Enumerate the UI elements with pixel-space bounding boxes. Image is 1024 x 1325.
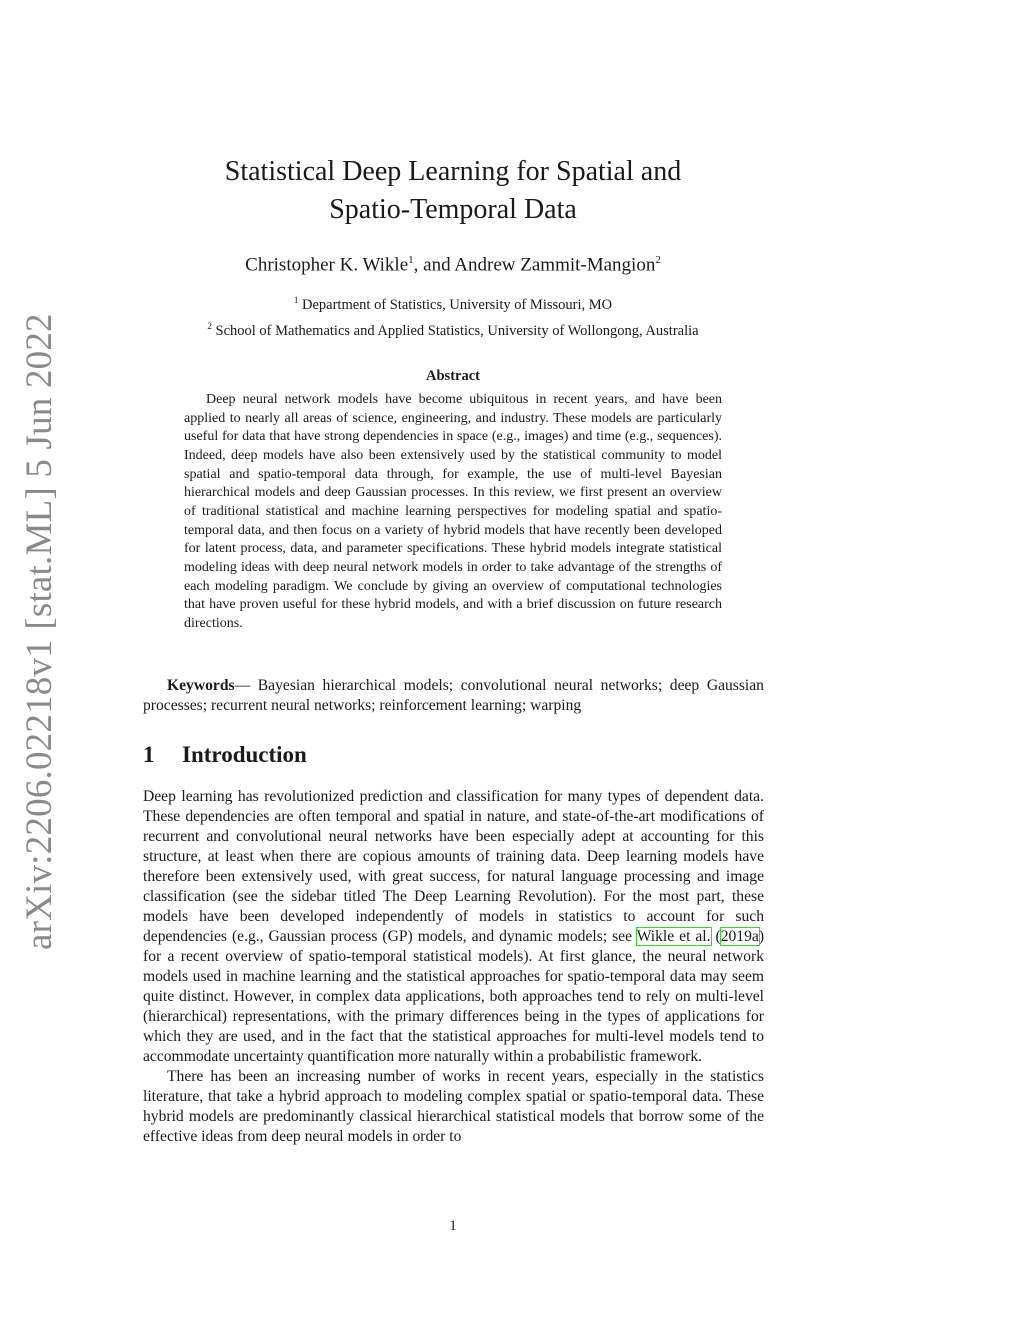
- keywords-list: Bayesian hierarchical models; convolutional neural networks; deep Gaussian processes; recurrent neural networks; reinforcement learning; warping: [143, 677, 764, 714]
- paragraph-1-text-before-citation: Deep learning has revolutionized prediction and classification for many types of dependent data. These dependencies are often temporal and spatial in nature, and state-of-the-art modifications of recurrent and convolutional neural networks have been especially adept at accounting for this structure, at least when there are copious amounts of training data. Deep learning models have therefore been extensively used, with great success, for natural language processing and image classification (see the sidebar titled The Deep Learning Revolution). For the most part, these models have been developed independently of models in statistics to account for such dependencies (e.g., Gaussian process (GP) models, and dynamic models; see: [143, 788, 764, 945]
- introduction-paragraph-1: Deep learning has revolutionized prediction and classification for many types of dependent data. These dependencies are often temporal and spatial in nature, and state-of-the-art modifications of recurrent and convolutional neural networks have been especially adept at accounting for this structure, at least when there are copious amounts of training data. Deep learning models have therefore been extensively used, with great success, for natural language processing and image classification (see the sidebar titled The Deep Learning Revolution). For the most part, these models have been developed independently of models in statistics to account for such dependencies (e.g., Gaussian process (GP) models, and dynamic models; see Wikle et al. (2019a) for a recent overview of spatio-temporal statistical models). At first glance, the neural network models used in machine learning and the statistical approaches for spatio-temporal data may seem quite distinct. However, in complex data applications, both approaches tend to rely on multi-level (hierarchical) representations, with the primary differences being in the types of applications for which they are used, and in the fact that the statistical approaches for multi-level models tend to accommodate uncertainty quantification more naturally within a probabilistic framework.: [143, 788, 765, 1065]
- citation-link-authors[interactable]: Wikle et al.: [636, 928, 711, 945]
- introduction-paragraph-2: There has been an increasing number of works in recent years, especially in the statistics literature, that take a hybrid approach to modeling complex spatial or spatio-temporal data. These hybrid models are predominantly classical hierarchical statistical models that borrow some of the effective ideas from deep neural models in order to: [143, 1068, 764, 1145]
- affiliation-2: [140, 316, 766, 342]
- author-separator: , and: [413, 254, 455, 276]
- title-line-1: Statistical Deep Learning for Spatial and: [224, 156, 682, 187]
- section-title: Introduction: [182, 742, 307, 767]
- keywords-paragraph: [143, 676, 764, 716]
- affiliation-2-text: School of Mathematics and Applied Statistics, University of Wollongong, Australia: [215, 322, 699, 339]
- affiliation-1: [140, 290, 766, 316]
- author-1-affiliation-mark: 1: [408, 254, 414, 266]
- author-2-affiliation-mark: 2: [655, 254, 661, 266]
- page-number: 1: [449, 1218, 457, 1234]
- citation-link-year[interactable]: 2019a: [720, 928, 759, 945]
- paragraph-1-text-after-citation: for a recent overview of spatio-temporal statistical models). At first glance, the neural network models used in machine learning and the statistical approaches for spatio-temporal data may seem quite distinct. However, in complex data applications, both approaches tend to rely on multi-level (hierarchical) representations, with the primary differences being in the types of applications for which they are used, and in the fact that the statistical approaches for multi-level models tend to accommodate uncertainty quantification more naturally within a probabilistic framework.: [143, 948, 764, 1065]
- section-heading-introduction: [143, 742, 307, 768]
- paper-title: [140, 153, 766, 229]
- title-line-2: Spatio-Temporal Data: [329, 194, 577, 225]
- introduction-body: [143, 787, 764, 1147]
- author-1-name: Christopher K. Wikle: [245, 254, 409, 276]
- affiliations: [140, 290, 766, 342]
- keywords-label: Keywords: [167, 677, 235, 694]
- arxiv-identifier-stamp[interactable]: arXiv:2206.02218v1 [stat.ML] 5 Jun 2022: [19, 313, 60, 950]
- author-2-name: Andrew Zammit-Mangion: [454, 254, 656, 276]
- section-number: 1: [143, 742, 155, 767]
- abstract-heading: Abstract: [426, 368, 480, 384]
- author-list: [140, 247, 766, 278]
- keywords-dash: —: [234, 677, 258, 694]
- affiliation-1-text: Department of Statistics, University of Missouri, MO: [302, 296, 613, 313]
- abstract-text: Deep neural network models have become ubiquitous in recent years, and have been applied to nearly all areas of science, engineering, and industry. These models are particularly useful for data that have strong dependencies in space (e.g., images) and time (e.g., sequences). Indeed, deep models have also been extensively used by the statistical community to model spatial and spatio-temporal data through, for example, the use of multi-level Bayesian hierarchical models and deep Gaussian processes. In this review, we first present an overview of traditional statistical and machine learning perspectives for modeling spatial and spatio-temporal data, and then focus on a variety of hybrid models that have recently been developed for latent process, data, and parameter specifications. These hybrid models integrate statistical modeling ideas with deep neural network models in order to take advantage of the strengths of each modeling paradigm. We conclude by giving an overview of computational technologies that have proven useful for these hybrid models, and with a brief discussion on future research directions.: [184, 392, 722, 631]
- affiliation-2-mark: 2: [207, 320, 212, 331]
- affiliation-1-mark: 1: [293, 295, 299, 305]
